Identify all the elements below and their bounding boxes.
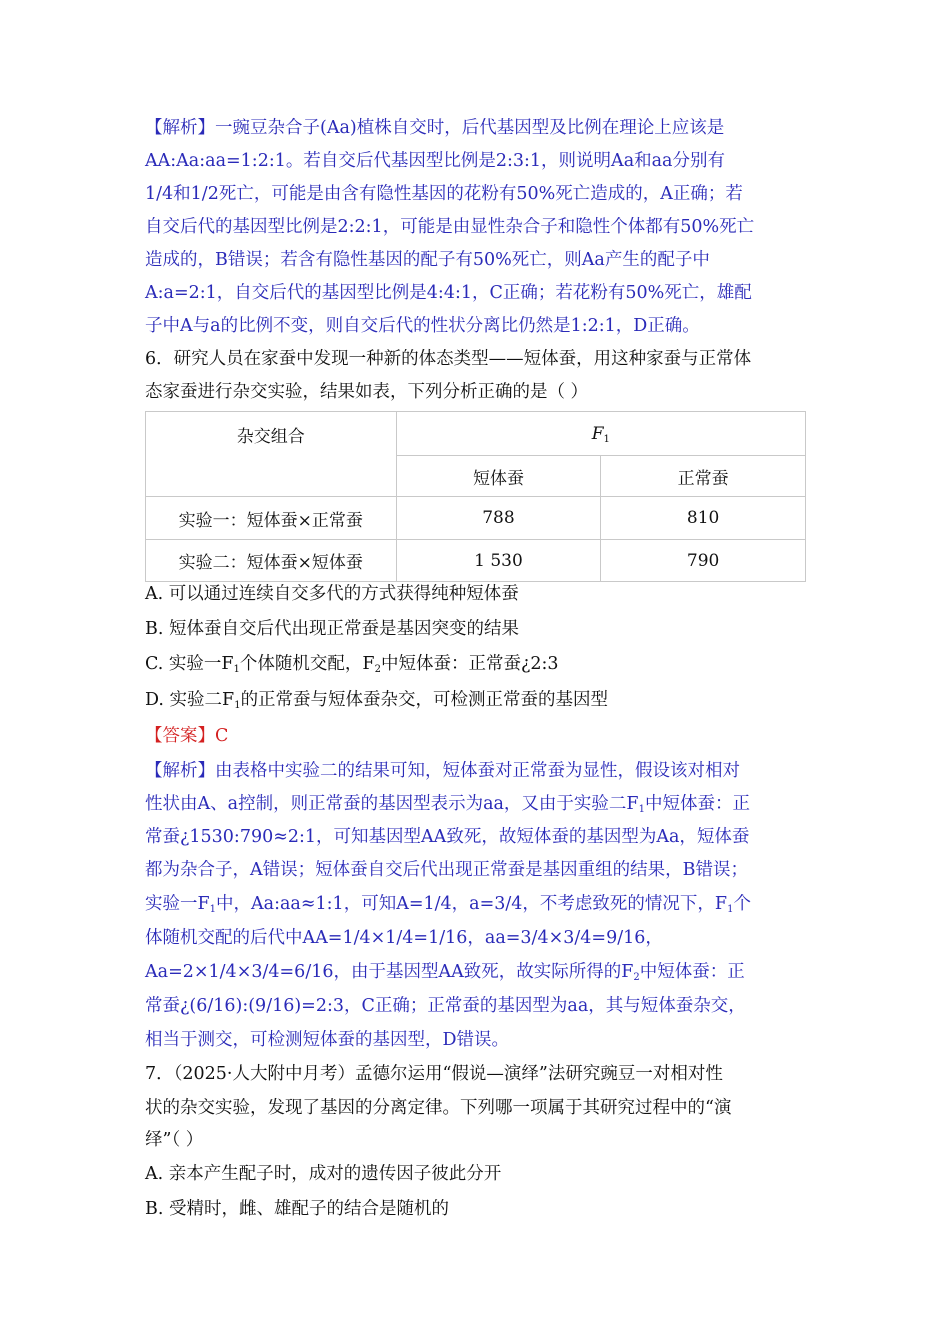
explanation-line: 造成的，B错误；若含有隐性基因的配子有50%死亡，则Aa产生的配子中 bbox=[145, 250, 710, 270]
table-header-f1: $F_1$ bbox=[396, 412, 805, 456]
question-stem-line: 绎”（ ） bbox=[145, 1130, 204, 1150]
explanation-line: 【解析】由表格中实验二的结果可知，短体蚕对正常蚕为显性，假设该对相对 bbox=[145, 761, 740, 781]
explanation-line: 【解析】一豌豆杂合子(Aa)植株自交时，后代基因型及比例在理论上应该是 bbox=[145, 118, 725, 138]
explanation-line: 常蚕¿(6/16):(9/16)=2:3，C正确；正常蚕的基因型为aa，其与短体蚕杂交， bbox=[145, 996, 746, 1016]
table-cell-normal: 810 bbox=[601, 497, 806, 540]
explanation-line: AA:Aa:aa=1:2:1。若自交后代基因型比例是2:3:1，则说明Aa和aa分别有 bbox=[145, 151, 725, 171]
question-stem-line: 6．研究人员在家蚕中发现一种新的体态类型——短体蚕，用这种家蚕与正常体 bbox=[145, 349, 752, 369]
question-stem-line: 态家蚕进行杂交实验，结果如表，下列分析正确的是（ ） bbox=[145, 382, 589, 402]
explanation-line: Aa=2×1/4×3/4=6/16，由于基因型AA致死，故实际所得的$F_2$中短体蚕：正 bbox=[145, 962, 745, 983]
question-stem-line: 状的杂交实验，发现了基因的分离定律。下列哪一项属于其研究过程中的“演 bbox=[145, 1098, 732, 1118]
option-a: A. 可以通过连续自交多代的方式获得纯种短体蚕 bbox=[145, 584, 519, 604]
option-a: A. 亲本产生配子时，成对的遗传因子彼此分开 bbox=[145, 1164, 502, 1184]
option-c: C. 实验一$F_1$个体随机交配，$F_2$中短体蚕：正常蚕¿2:3 bbox=[145, 654, 559, 675]
explanation-line: 相当于测交，可检测短体蚕的基因型，D错误。 bbox=[145, 1030, 510, 1050]
table-row bbox=[146, 540, 806, 582]
explanation-line: A:a=2:1，自交后代的基因型比例是4:4:1，C正确；若花粉有50%死亡，雄配 bbox=[145, 283, 752, 303]
table-cell-normal: 790 bbox=[601, 540, 806, 582]
option-b: B. 短体蚕自交后代出现正常蚕是基因突变的结果 bbox=[145, 619, 519, 639]
answer-label: 【答案】C bbox=[145, 726, 229, 746]
question-stem-line: 7．（2025·人大附中月考）孟德尔运用“假说—演绎”法研究豌豆一对相对性 bbox=[145, 1064, 723, 1084]
table-cell-short: 788 bbox=[396, 497, 601, 540]
table-row bbox=[146, 497, 806, 540]
explanation-line: 自交后代的基因型比例是2:2:1，可能是由显性杂合子和隐性个体都有50%死亡 bbox=[145, 217, 755, 237]
explanation-line: 性状由A、a控制，则正常蚕的基因型表示为aa，又由于实验二$F_1$中短体蚕：正 bbox=[145, 794, 750, 815]
explanation-line: 都为杂合子，A错误；短体蚕自交后代出现正常蚕是基因重组的结果，B错误； bbox=[145, 860, 748, 880]
results-table bbox=[145, 411, 806, 582]
table-header-short: 短体蚕 bbox=[396, 456, 601, 497]
table-cell-group: 实验二：短体蚕×短体蚕 bbox=[146, 540, 397, 582]
explanation-line: 子中A与a的比例不变，则自交后代的性状分离比仍然是1:2:1，D正确。 bbox=[145, 316, 700, 336]
table-header-normal: 正常蚕 bbox=[601, 456, 806, 497]
table-cell-group: 实验一：短体蚕×正常蚕 bbox=[146, 497, 397, 540]
explanation-line: 体随机交配的后代中AA=1/4×1/4=1/16，aa=3/4×3/4=9/16， bbox=[145, 928, 663, 948]
table-header-group: 杂交组合 bbox=[146, 412, 397, 497]
option-b: B. 受精时，雌、雄配子的结合是随机的 bbox=[145, 1199, 449, 1219]
table-cell-short: 1 530 bbox=[396, 540, 601, 582]
explanation-line: 常蚕¿1530:790≈2:1，可知基因型AA致死，故短体蚕的基因型为Aa，短体蚕 bbox=[145, 827, 750, 847]
option-d: D. 实验二$F_1$的正常蚕与短体蚕杂交，可检测正常蚕的基因型 bbox=[145, 690, 609, 711]
explanation-line: 实验一$F_1$中，Aa:aa≈1:1，可知A=1/4，a=3/4，不考虑致死的情况下，$F_1$个 bbox=[145, 894, 751, 915]
explanation-line: 1/4和1/2死亡，可能是由含有隐性基因的花粉有50%死亡造成的，A正确；若 bbox=[145, 184, 743, 204]
